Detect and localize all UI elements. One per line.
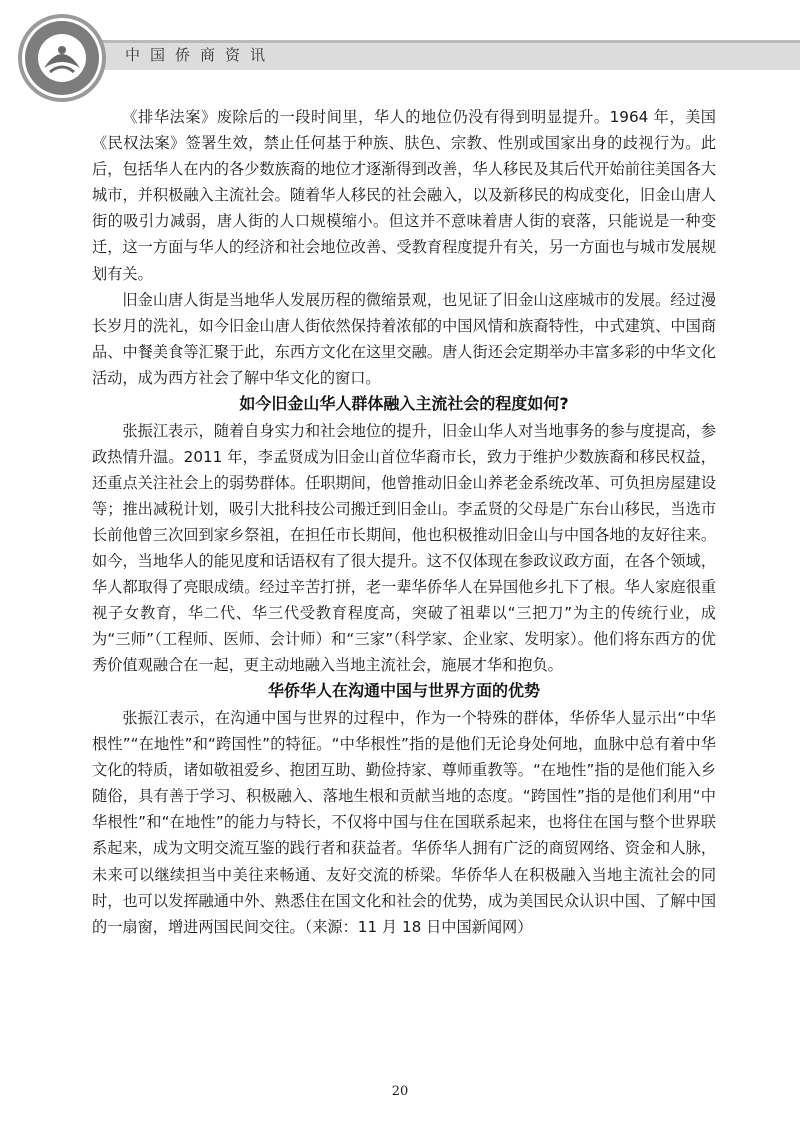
article-body xyxy=(92,104,716,940)
paragraph: 张振江表示，随着自身实力和社会地位的提升，旧金山华人对当地事务的参与度提高，参政热情升温。2011 年，李孟贤成为旧金山首位华裔市长，致力于维护少数族裔和移民权益，还重点关注社会上的弱势群体。任职期间，他曾推动旧金山养老金系统改革、可负担房屋建设等；推出减税计划，吸引大批科技公司搬迁到旧金山。李孟贤的父母是广东台山移民，当选市长前他曾三次回到家乡祭祖，在担任市长期间，他也积极推动旧金山与中国各地的友好往来。如今，当地华人的能见度和话语权有了很大提升。这不仅体现在参政议政方面，在各个领域，华人都取得了亮眼成绩。经过辛苦打拼，老一辈华侨华人在异国他乡扎下了根。华人家庭很重视子女教育，华二代、华三代受教育程度高，突破了祖辈以“三把刀”为主的传统行业，成为“三师”（工程师、医师、会计师）和“三家”（科学家、企业家、发明家）。他们将东西方的优秀价值观融合在一起，更主动地融入当地主流社会，施展才华和抱负。 xyxy=(92,421,716,675)
paragraph: 张振江表示，在沟通中国与世界的过程中，作为一个特殊的群体，华侨华人显示出“中华根性”“在地性”和“跨国性”的特征。“中华根性”指的是他们无论身处何地，血脉中总有着中华文化的特质，诸如敬祖爱乡、抱团互助、勤俭持家、尊师重教等。“在地性”指的是他们能入乡随俗，具有善于学习、积极融入、落地生根和贡献当地的态度。“跨国性”指的是他们利用“中华根性”和“在地性”的能力与特长，不仅将中国与住在国联系起来，也将住在国与整个世界联系起来，成为文明交流互鉴的践行者和获益者。华侨华人拥有广泛的商贸网络、资金和人脉，未来可以继续担当中美往来畅通、友好交流的桥梁。华侨华人在积极融入当地主流社会的同时，也可以发挥融通中外、熟悉住在国文化和社会的优势，成为美国民众认识中国、了解中国的一扇窗，增进两国民间交往。（来源：11 月 18 日中国新闻网） xyxy=(92,708,716,936)
section-heading: 华侨华人在沟通中国与世界方面的优势 xyxy=(267,681,540,701)
paragraph: 《排华法案》废除后的一段时间里，华人的地位仍没有得到明显提升。1964 年，美国《民权法案》签署生效，禁止任何基于种族、肤色、宗教、性别或国家出身的歧视行为。此后，包括华人在内的各少数族裔的地位才逐渐得到改善，华人移民及其后代开始前往美国各大城市，并积极融入主流社会。随着华人移民的社会融入，以及新移民的构成变化，旧金山唐人街的吸引力减弱，唐人街的人口规模缩小。但这并不意味着唐人街的衰落，只能说是一种变迁，这一方面与华人的经济和社会地位改善、受教育程度提升有关，另一方面也与城市发展规划有关。 xyxy=(92,108,716,283)
federation-logo xyxy=(14,10,110,106)
section-heading: 如今旧金山华人群体融入主流社会的程度如何? xyxy=(239,394,569,414)
page-number: 20 xyxy=(391,1084,409,1099)
header-title: 中国侨商资讯 xyxy=(125,46,276,64)
paragraph: 旧金山唐人街是当地华人发展历程的微缩景观，也见证了旧金山这座城市的发展。经过漫长岁月的洗礼，如今旧金山唐人街依然保持着浓郁的中国风情和族裔特性，中式建筑、中国商品、中餐美食等汇聚于此，东西方文化在这里交融。唐人街还会定期举办丰富多彩的中华文化活动，成为西方社会了解中华文化的窗口。 xyxy=(92,290,716,387)
